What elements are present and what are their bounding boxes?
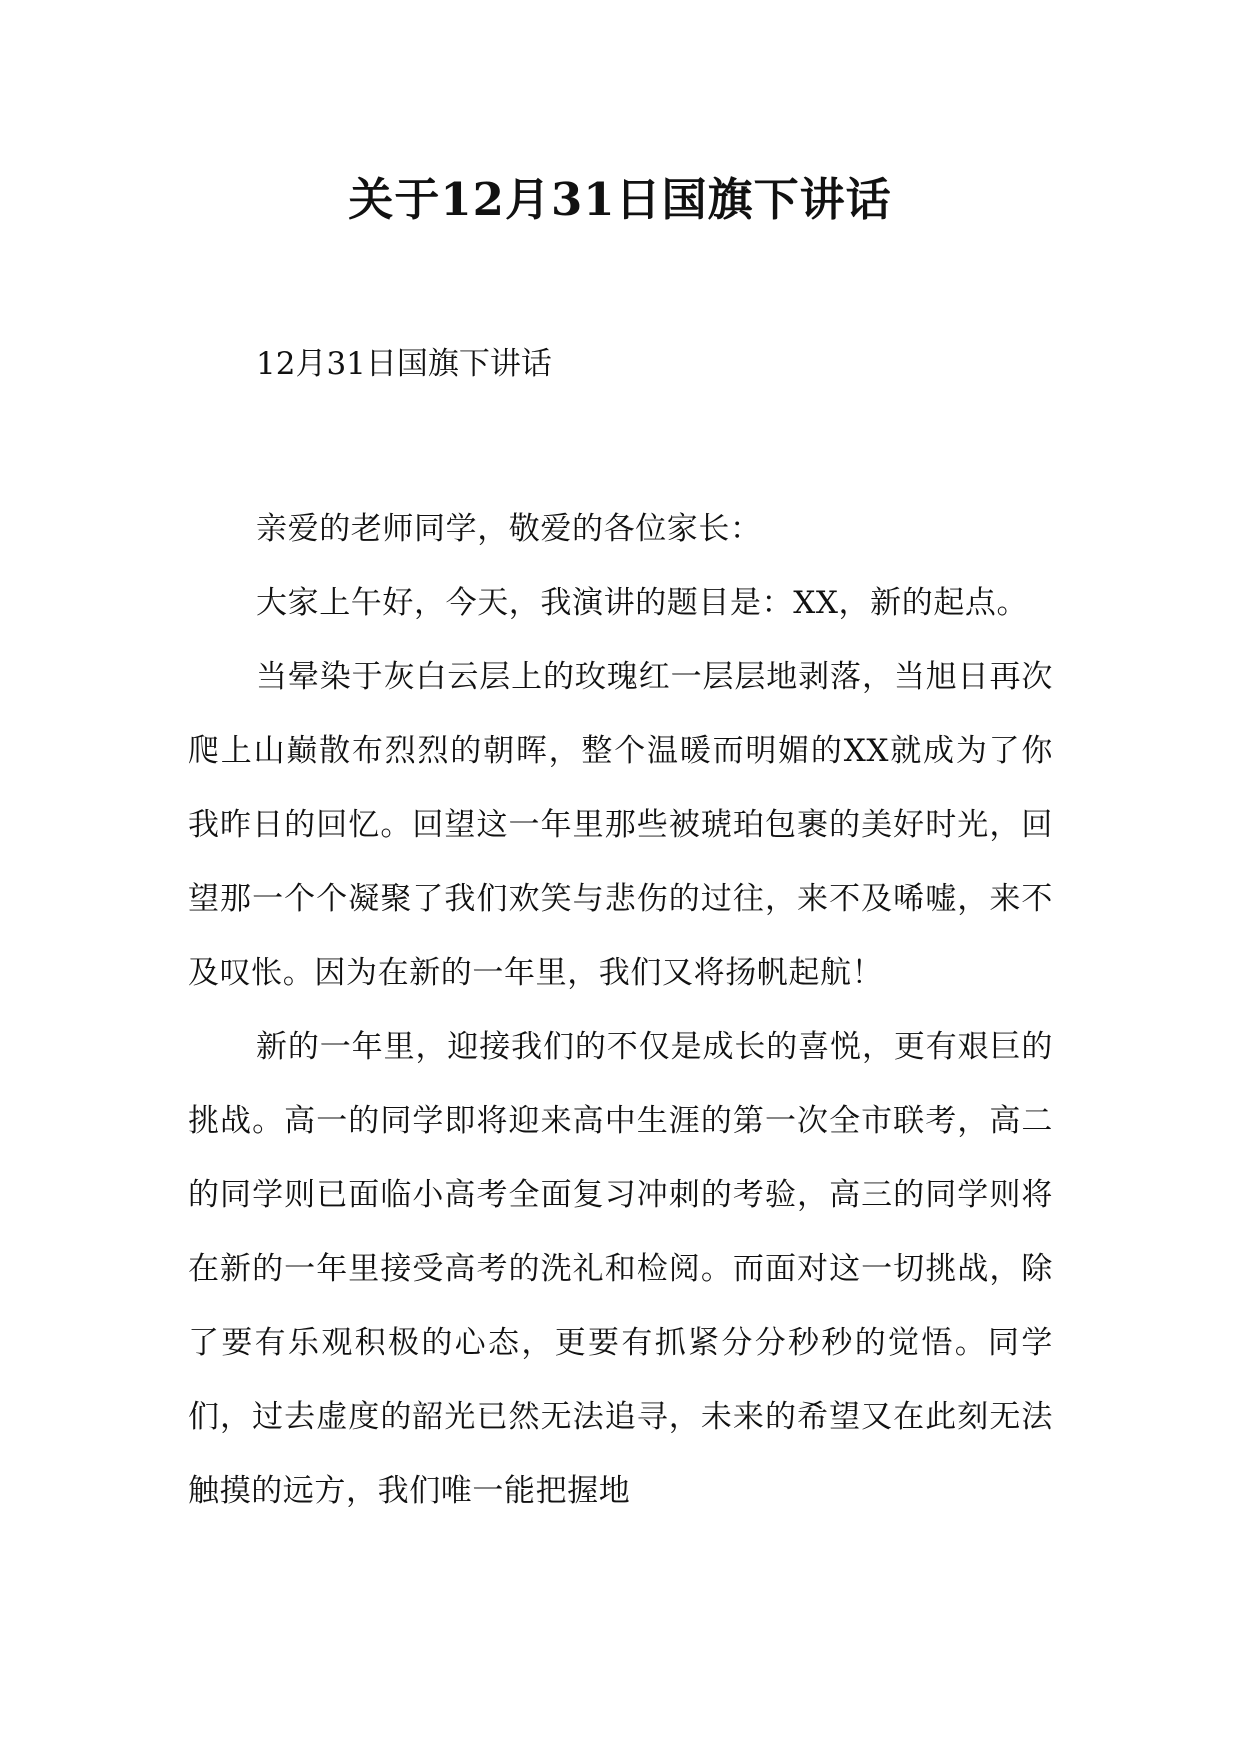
document-title: 关于12月31日国旗下讲话 <box>348 173 892 226</box>
document-subtitle: 12月31日国旗下讲话 <box>256 346 552 382</box>
salutation-paragraph: 亲爱的老师同学，敬爱的各位家长： <box>256 511 762 547</box>
document-body <box>188 340 1053 1528</box>
body-paragraph-3: 新的一年里，迎接我们的不仅是成长的喜悦，更有艰巨的挑战。高一的同学即将迎来高中生涯的第一次全市联考，高二的同学则已面临小高考全面复习冲刺的考验，高三的同学则将在新的一年里接受高考的洗礼和检阅。而面对这一切挑战，除了要有乐观积极的心态，更要有抓紧分分秒秒的觉悟。同学们，过去虚度的韶光已然无法追寻，未来的希望又在此刻无法触摸的远方，我们唯一能把握地 <box>188 1029 1053 1509</box>
body-paragraph-2: 当晕染于灰白云层上的玫瑰红一层层地剥落，当旭日再次爬上山巅散布烈烈的朝晖，整个温暖而明媚的XX就成为了你我昨日的回忆。回望这一年里那些被琥珀包裹的美好时光，回望那一个个凝聚了我们欢笑与悲伤的过往，来不及唏嘘，来不及叹怅。因为在新的一年里，我们又将扬帆起航！ <box>188 659 1053 991</box>
body-paragraph-1: 大家上午好，今天，我演讲的题目是：XX，新的起点。 <box>256 585 1029 621</box>
